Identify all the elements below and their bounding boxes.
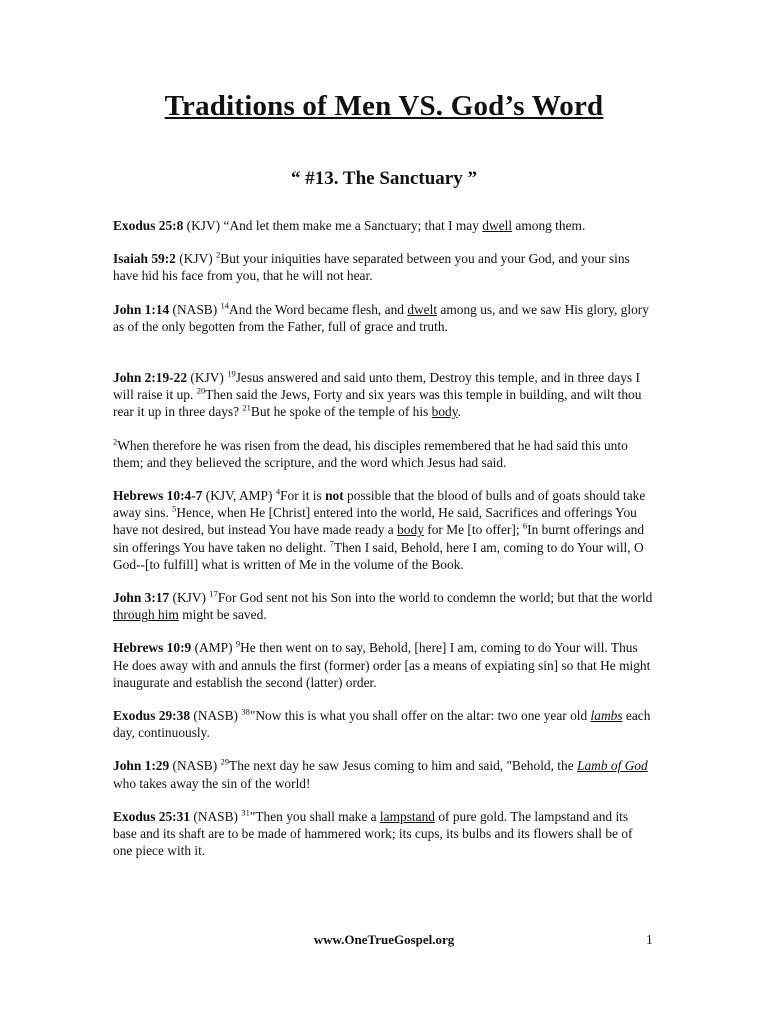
scripture-john-2-22-continued xyxy=(113,437,653,471)
verse-reference: John 2:19-22 xyxy=(113,370,188,386)
verse-text: When therefore he was risen from the dead, his disciples remembered that he had said this unto them; and they believed the scripture, and the word which Jesus had said. xyxy=(113,437,628,470)
underlined-word: lampstand xyxy=(379,808,435,824)
verse-text: among us, and we saw His glory, glory as of the only begotten from the Father, full of grace and truth. xyxy=(113,301,649,334)
verse-number: 7 xyxy=(329,538,334,549)
scripture-list xyxy=(113,217,653,875)
bible-version: (KJV) xyxy=(183,218,224,233)
verse-text: In burnt offerings and sin offerings You have taken no delight. xyxy=(113,522,645,555)
verse-number: 19 xyxy=(227,368,236,379)
scripture-exodus-29-38 xyxy=(113,707,653,741)
verse-number: 6 xyxy=(522,520,528,531)
verse-number: 14 xyxy=(220,300,230,311)
italic-underlined-word: lambs xyxy=(590,708,623,724)
scripture-john-1-29 xyxy=(113,757,653,791)
verse-text: Then said the Jews, Forty and six years was this temple in building, and wilt thou rear it up in three days? xyxy=(113,387,642,420)
verse-text: "Now this is what you shall offer on the altar: two one year old xyxy=(249,708,591,724)
underlined-word: body xyxy=(431,404,458,420)
verse-number: 31 xyxy=(241,807,250,818)
verse-text: Then I said, Behold, here I am, coming to do Your will, O God--[to fulfill] what is written of Me in the volume of the Book. xyxy=(113,539,644,572)
bible-version: (NASB) xyxy=(169,301,221,317)
scripture-john-1-14 xyxy=(113,301,653,335)
verse-reference: Hebrews 10:9 xyxy=(113,640,192,656)
verse-text: For God sent not his Son into the world to condemn the world; but that the world xyxy=(217,590,653,606)
verse-reference: Hebrews 10:4-7 xyxy=(113,488,203,504)
verse-number: 21 xyxy=(242,402,251,413)
bible-version: (KJV) xyxy=(175,251,217,267)
verse-text: For it is xyxy=(280,488,326,504)
document-subtitle: “ #13. The Sanctuary ” xyxy=(291,168,477,189)
verse-number: 17 xyxy=(209,588,218,599)
verse-text: “And let them make me a Sanctuary; that I may xyxy=(223,218,483,233)
page-number: 1 xyxy=(646,932,653,947)
document-title: Traditions of Men VS. God’s Word xyxy=(164,90,604,122)
verse-text: And the Word became flesh, and xyxy=(229,301,408,317)
scripture-hebrews-10-9 xyxy=(113,639,653,691)
bible-version: (NASB) xyxy=(190,808,242,824)
verse-number: 5 xyxy=(172,503,177,514)
verse-text: . xyxy=(457,404,461,420)
scripture-isaiah-59-2 xyxy=(113,250,653,284)
underlined-word: dwell xyxy=(482,218,513,233)
verse-reference: Exodus 25:8 xyxy=(113,218,184,233)
underlined-word: body xyxy=(397,522,424,538)
bible-version: (AMP) xyxy=(191,640,236,656)
bold-word: not xyxy=(325,488,344,504)
verse-text: But he spoke of the temple of his xyxy=(250,404,432,420)
verse-text: of pure gold. The lampstand and its base and its shaft are to be made of hammered work; its cups, its bulbs and its flowers shall be of one piece with it. xyxy=(113,808,633,859)
underlined-word: dwelt xyxy=(407,301,438,317)
verse-number: 2 xyxy=(113,436,118,447)
verse-text: Hence, when He [Christ] entered into the world, He said, Sacrifices and offerings You have not desired, but instead You have made ready a xyxy=(113,505,637,538)
scripture-exodus-25-8 xyxy=(113,217,653,234)
bible-version: (KJV) xyxy=(187,370,228,386)
verse-text: each day, continuously. xyxy=(113,708,651,741)
scripture-john-2-19-22 xyxy=(113,369,653,421)
verse-text: who takes away the sin of the world! xyxy=(113,775,311,791)
verse-text: The next day he saw Jesus coming to him and said, "Behold, the xyxy=(229,758,578,774)
italic-underlined-word: Lamb of God xyxy=(577,758,648,774)
verse-text: But your iniquities have separated between you and your God, and your sins have hid his face from you, that he will not hear. xyxy=(113,251,630,284)
verse-number: 4 xyxy=(275,486,281,497)
verse-text: might be saved. xyxy=(178,607,267,623)
bible-version: (KJV) xyxy=(169,590,210,606)
verse-reference: Exodus 25:31 xyxy=(113,808,191,824)
verse-reference: Isaiah 59:2 xyxy=(113,251,176,267)
bible-version: (KJV, AMP) xyxy=(202,488,276,504)
verse-reference: John 3:17 xyxy=(113,590,170,606)
scripture-hebrews-10-4-7 xyxy=(113,487,653,573)
verse-reference: Exodus 29:38 xyxy=(113,708,191,724)
bible-version: (NASB) xyxy=(169,758,221,774)
verse-number: 2 xyxy=(216,249,221,260)
verse-reference: John 1:29 xyxy=(113,758,170,774)
verse-text: He then went on to say, Behold, [here] I am, coming to do Your will. Thus He does away with and annuls the first (former) order [as a means of expiating sin] so that He might inaugurate and establish the second (latter) order. xyxy=(113,640,651,690)
verse-number: 38 xyxy=(241,706,250,717)
scripture-john-3-17 xyxy=(113,589,653,623)
underlined-word: through him xyxy=(113,607,179,623)
verse-text: Jesus answered and said unto them, Destroy this temple, and in three days I will raise it up. xyxy=(113,370,640,403)
scripture-exodus-25-31 xyxy=(113,808,653,860)
verse-text: possible that the blood of bulls and of goats should take away sins. xyxy=(113,488,646,521)
verse-number: 20 xyxy=(196,385,206,396)
footer-website: www.OneTrueGospel.org xyxy=(313,932,455,947)
bible-version: (NASB) xyxy=(190,708,242,724)
verse-text: "Then you shall make a xyxy=(249,808,380,824)
verse-number: 29 xyxy=(220,757,230,767)
verse-text: among them. xyxy=(512,218,586,233)
verse-text: for Me [to offer]; xyxy=(423,522,523,538)
verse-number: 9 xyxy=(235,638,241,649)
verse-reference: John 1:14 xyxy=(113,301,170,317)
